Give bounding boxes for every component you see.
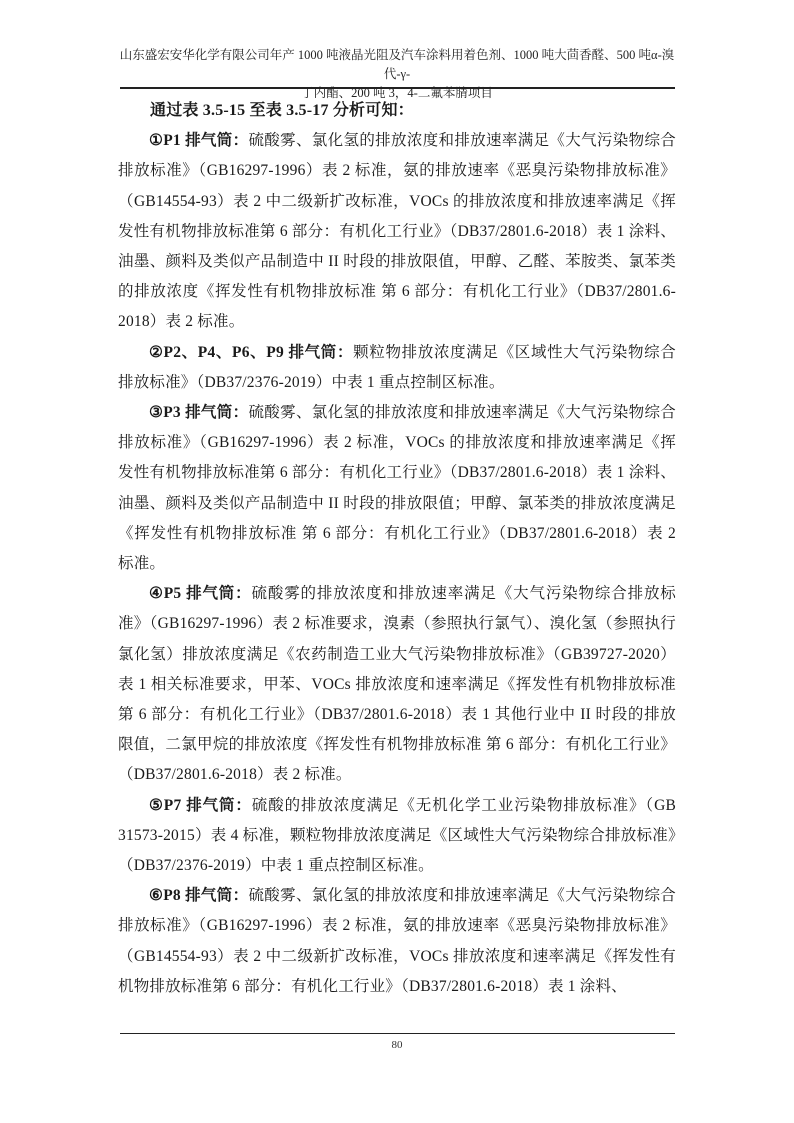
paragraph-text: 硫酸雾、氯化氢的排放浓度和排放速率满足《大气污染物综合排放标准》（GB16297-1996）表 2 标准，氨的排放速率《恶臭污染物排放标准》（GB14554-93）表 2 中二级新扩改标准，VOCs 的排放浓度和排放速率满足《挥发性有机物排放标准第 6 部分：有机化工行业》（DB37/2801.6-2018）表 1 涂料、油墨、颜料及类似产品制造中 II 时段的排放限值，甲醇、乙醛、苯胺类、氯苯类的排放浓度《挥发性有机物排放标准 第 6 部分：有机化工行业》（DB37/2801.6-2018）表 2 标准。 [118,132,676,331]
paragraph-lead: ④P5 排气筒： [149,585,252,603]
paragraph-text: 硫酸雾、氯化氢的排放浓度和排放速率满足《大气污染物综合排放标准》（GB16297-1996）表 2 标准，氨的排放速率《恶臭污染物排放标准》（GB14554-93）表 2 中二级新扩改标准，VOCs 排放浓度和速率满足《挥发性有机物排放标准第 6 部分：有机化工行业》（DB37/2801.6-2018）表 1 涂料、 [118,887,676,995]
paragraph-lead: ⑤P7 排气筒： [149,796,252,814]
paragraph-p2-p4-p6-p9-stack [118,338,676,398]
paragraph-p7-stack [118,791,676,882]
paragraph-lead: ③P3 排气筒： [149,404,249,422]
paragraph-p5-stack [118,579,676,790]
paragraph-lead: ⑥P8 排气筒： [149,887,249,905]
document-body [118,96,676,1002]
paragraph-p8-stack [118,881,676,1002]
paragraph-lead: ①P1 排气筒： [149,132,249,150]
paragraph-text: 硫酸雾的排放浓度和排放速率满足《大气污染物综合排放标准》（GB16297-1996）表 2 标准要求，溴素（参照执行氯气）、溴化氢（参照执行氯化氢）排放浓度满足《农药制造工业大气污染物排放标准》（GB39727-2020）表 1 相关标准要求，甲苯、VOCs 排放浓度和速率满足《挥发性有机物排放标准第 6 部分：有机化工行业》（DB37/2801.6-2018）表 1 其他行业中 II 时段的排放限值，二氯甲烷的排放浓度《挥发性有机物排放标准 第 6 部分：有机化工行业》（DB37/2801.6-2018）表 2 标准。 [118,585,676,784]
paragraph-text: 颗粒物排放浓度满足《区域性大气污染物综合排放标准》（DB37/2376-2019）中表 1 重点控制区标准。 [118,343,676,391]
paragraph-p1-stack [118,126,676,337]
paragraph-p3-stack [118,398,676,579]
analysis-intro: 通过表 3.5-15 至表 3.5-17 分析可知： [150,102,414,119]
footer-divider [120,1033,675,1034]
paragraph-text: 硫酸雾、氯化氢的排放浓度和排放速率满足《大气污染物综合排放标准》（GB16297-1996）表 2 标准，VOCs 的排放浓度和排放速率满足《挥发性有机物排放标准第 6 部分：有机化工行业》（DB37/2801.6-2018）表 1 涂料、油墨、颜料及类似产品制造中 II 时段的排放限值；甲醇、氯苯类的排放浓度满足《挥发性有机物排放标准 第 6 部分：有机化工行业》（DB37/2801.6-2018）表 2 标准。 [118,404,676,573]
page-header [118,46,676,103]
header-title-line-1: 山东盛宏安华化学有限公司年产 1000 吨液晶光阻及汽车涂料用着色剂、1000 吨大茴香醛、500 吨α-溴代-γ- [119,48,675,81]
header-title-line-2: 丁内酯、200 吨 3，4-二氟苯腈项目 [301,86,493,100]
page-number: 80 [391,1039,403,1051]
header-divider [120,87,675,89]
paragraph-text: 硫酸的排放浓度满足《无机化学工业污染物排放标准》（GB 31573-2015）表 4 标准，颗粒物排放浓度满足《区域性大气污染物综合排放标准》（DB37/2376-2019）中表 1 重点控制区标准。 [118,796,676,875]
paragraph-lead: ②P2、P4、P6、P9 排气筒： [149,343,354,361]
